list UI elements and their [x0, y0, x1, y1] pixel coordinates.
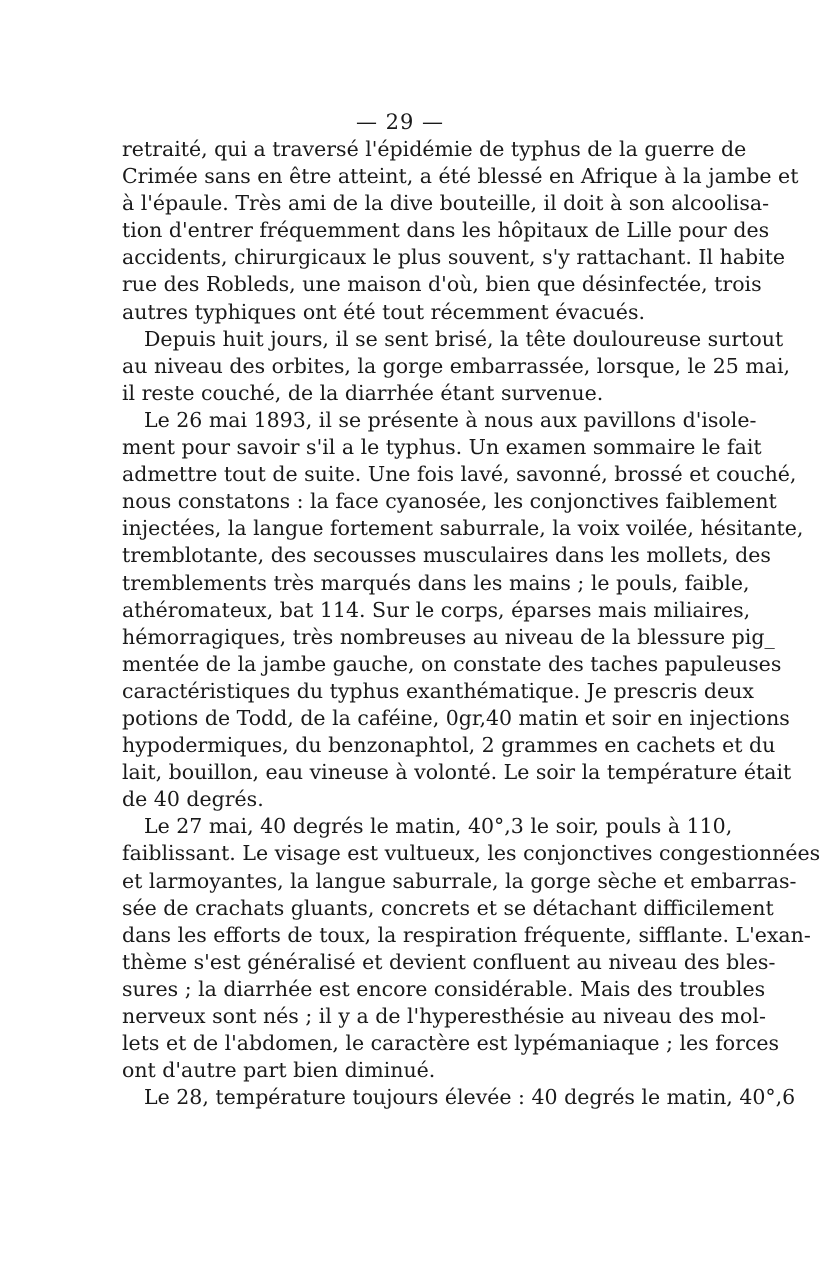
- text-line: nous constatons : la face cyanosée, les conjonctives faiblement: [122, 489, 777, 514]
- text-line: admettre tout de suite. Une fois lavé, savonné, brossé et couché,: [122, 462, 797, 487]
- text-line: tremblotante, des secousses musculaires dans les mollets, des: [122, 543, 771, 568]
- paragraph-5: [122, 1084, 796, 1111]
- text-line: injectées, la langue fortement saburrale, la voix voilée, hésitante,: [122, 516, 804, 541]
- text-line: potions de Todd, de la caféine, 0gr,40 matin et soir en injections: [122, 705, 790, 730]
- text-line: Le 28, température toujours élevée : 40 degrés le matin, 40°,6: [144, 1085, 796, 1110]
- text-line: tremblements très marqués dans les mains ; le pouls, faible,: [122, 570, 750, 595]
- paragraph-1: [122, 136, 799, 326]
- text-line: au niveau des orbites, la gorge embarrassée, lorsque, le 25 mai,: [122, 353, 791, 378]
- text-line: lets et de l'abdomen, le caractère est lypémaniaque ; les forces: [122, 1031, 780, 1056]
- text-line: sée de crachats gluants, concrets et se détachant difficilement: [122, 895, 774, 920]
- text-line: ont d'autre part bien diminué.: [122, 1058, 436, 1083]
- paragraph-2: [122, 326, 791, 407]
- text-line: accidents, chirurgicaux le plus souvent, s'y rattachant. Il habite: [122, 245, 786, 270]
- text-line: et larmoyantes, la langue saburrale, la gorge sèche et embarras-: [122, 868, 797, 893]
- text-line: athéromateux, bat 114. Sur le corps, éparses mais miliaires,: [122, 597, 751, 622]
- text-line: sures ; la diarrhée est encore considérable. Mais des troubles: [122, 976, 766, 1001]
- body-text: [122, 136, 820, 1111]
- text-line: lait, bouillon, eau vineuse à volonté. Le soir la température était: [122, 760, 792, 785]
- text-line: faiblissant. Le visage est vultueux, les conjonctives congestionnées: [122, 841, 820, 866]
- text-line: dans les efforts de toux, la respiration fréquente, sifflante. L'exan-: [122, 922, 811, 947]
- text-line: Le 27 mai, 40 degrés le matin, 40°,3 le soir, pouls à 110,: [144, 814, 733, 839]
- text-line: hypodermiques, du benzonaphtol, 2 grammes en cachets et du: [122, 733, 776, 758]
- text-line: retraité, qui a traversé l'épidémie de typhus de la guerre de: [122, 137, 747, 161]
- text-line: mentée de la jambe gauche, on constate des taches papuleuses: [122, 651, 782, 676]
- text-line: thème s'est généralisé et devient confluent au niveau des bles-: [122, 949, 776, 974]
- text-line: hémorragiques, très nombreuses au niveau de la blessure pig_: [122, 624, 775, 649]
- text-line: de 40 degrés.: [122, 787, 264, 812]
- text-line: Crimée sans en être atteint, a été blessé en Afrique à la jambe et: [122, 164, 799, 189]
- text-line: ment pour savoir s'il a le typhus. Un examen sommaire le fait: [122, 435, 762, 460]
- text-line: autres typhiques ont été tout récemment évacués.: [122, 299, 645, 324]
- paragraph-3: [122, 407, 804, 813]
- text-line: Le 26 mai 1893, il se présente à nous aux pavillons d'isole-: [144, 407, 757, 432]
- text-line: il reste couché, de la diarrhée étant survenue.: [122, 380, 604, 405]
- text-line: nerveux sont nés ; il y a de l'hyperesthésie au niveau des mol-: [122, 1004, 766, 1028]
- text-line: à l'épaule. Très ami de la dive bouteille, il doit à son alcoolisa-: [122, 191, 770, 216]
- text-line: caractéristiques du typhus exanthématique. Je prescris deux: [122, 678, 754, 703]
- text-line: Depuis huit jours, il se sent brisé, la tête douloureuse surtout: [144, 326, 784, 351]
- text-line: tion d'entrer fréquemment dans les hôpitaux de Lille pour des: [122, 218, 770, 243]
- text-line: rue des Robleds, une maison d'où, bien que désinfectée, trois: [122, 272, 762, 297]
- paragraph-4: [122, 813, 820, 1084]
- page-number: — 29 —: [355, 110, 445, 134]
